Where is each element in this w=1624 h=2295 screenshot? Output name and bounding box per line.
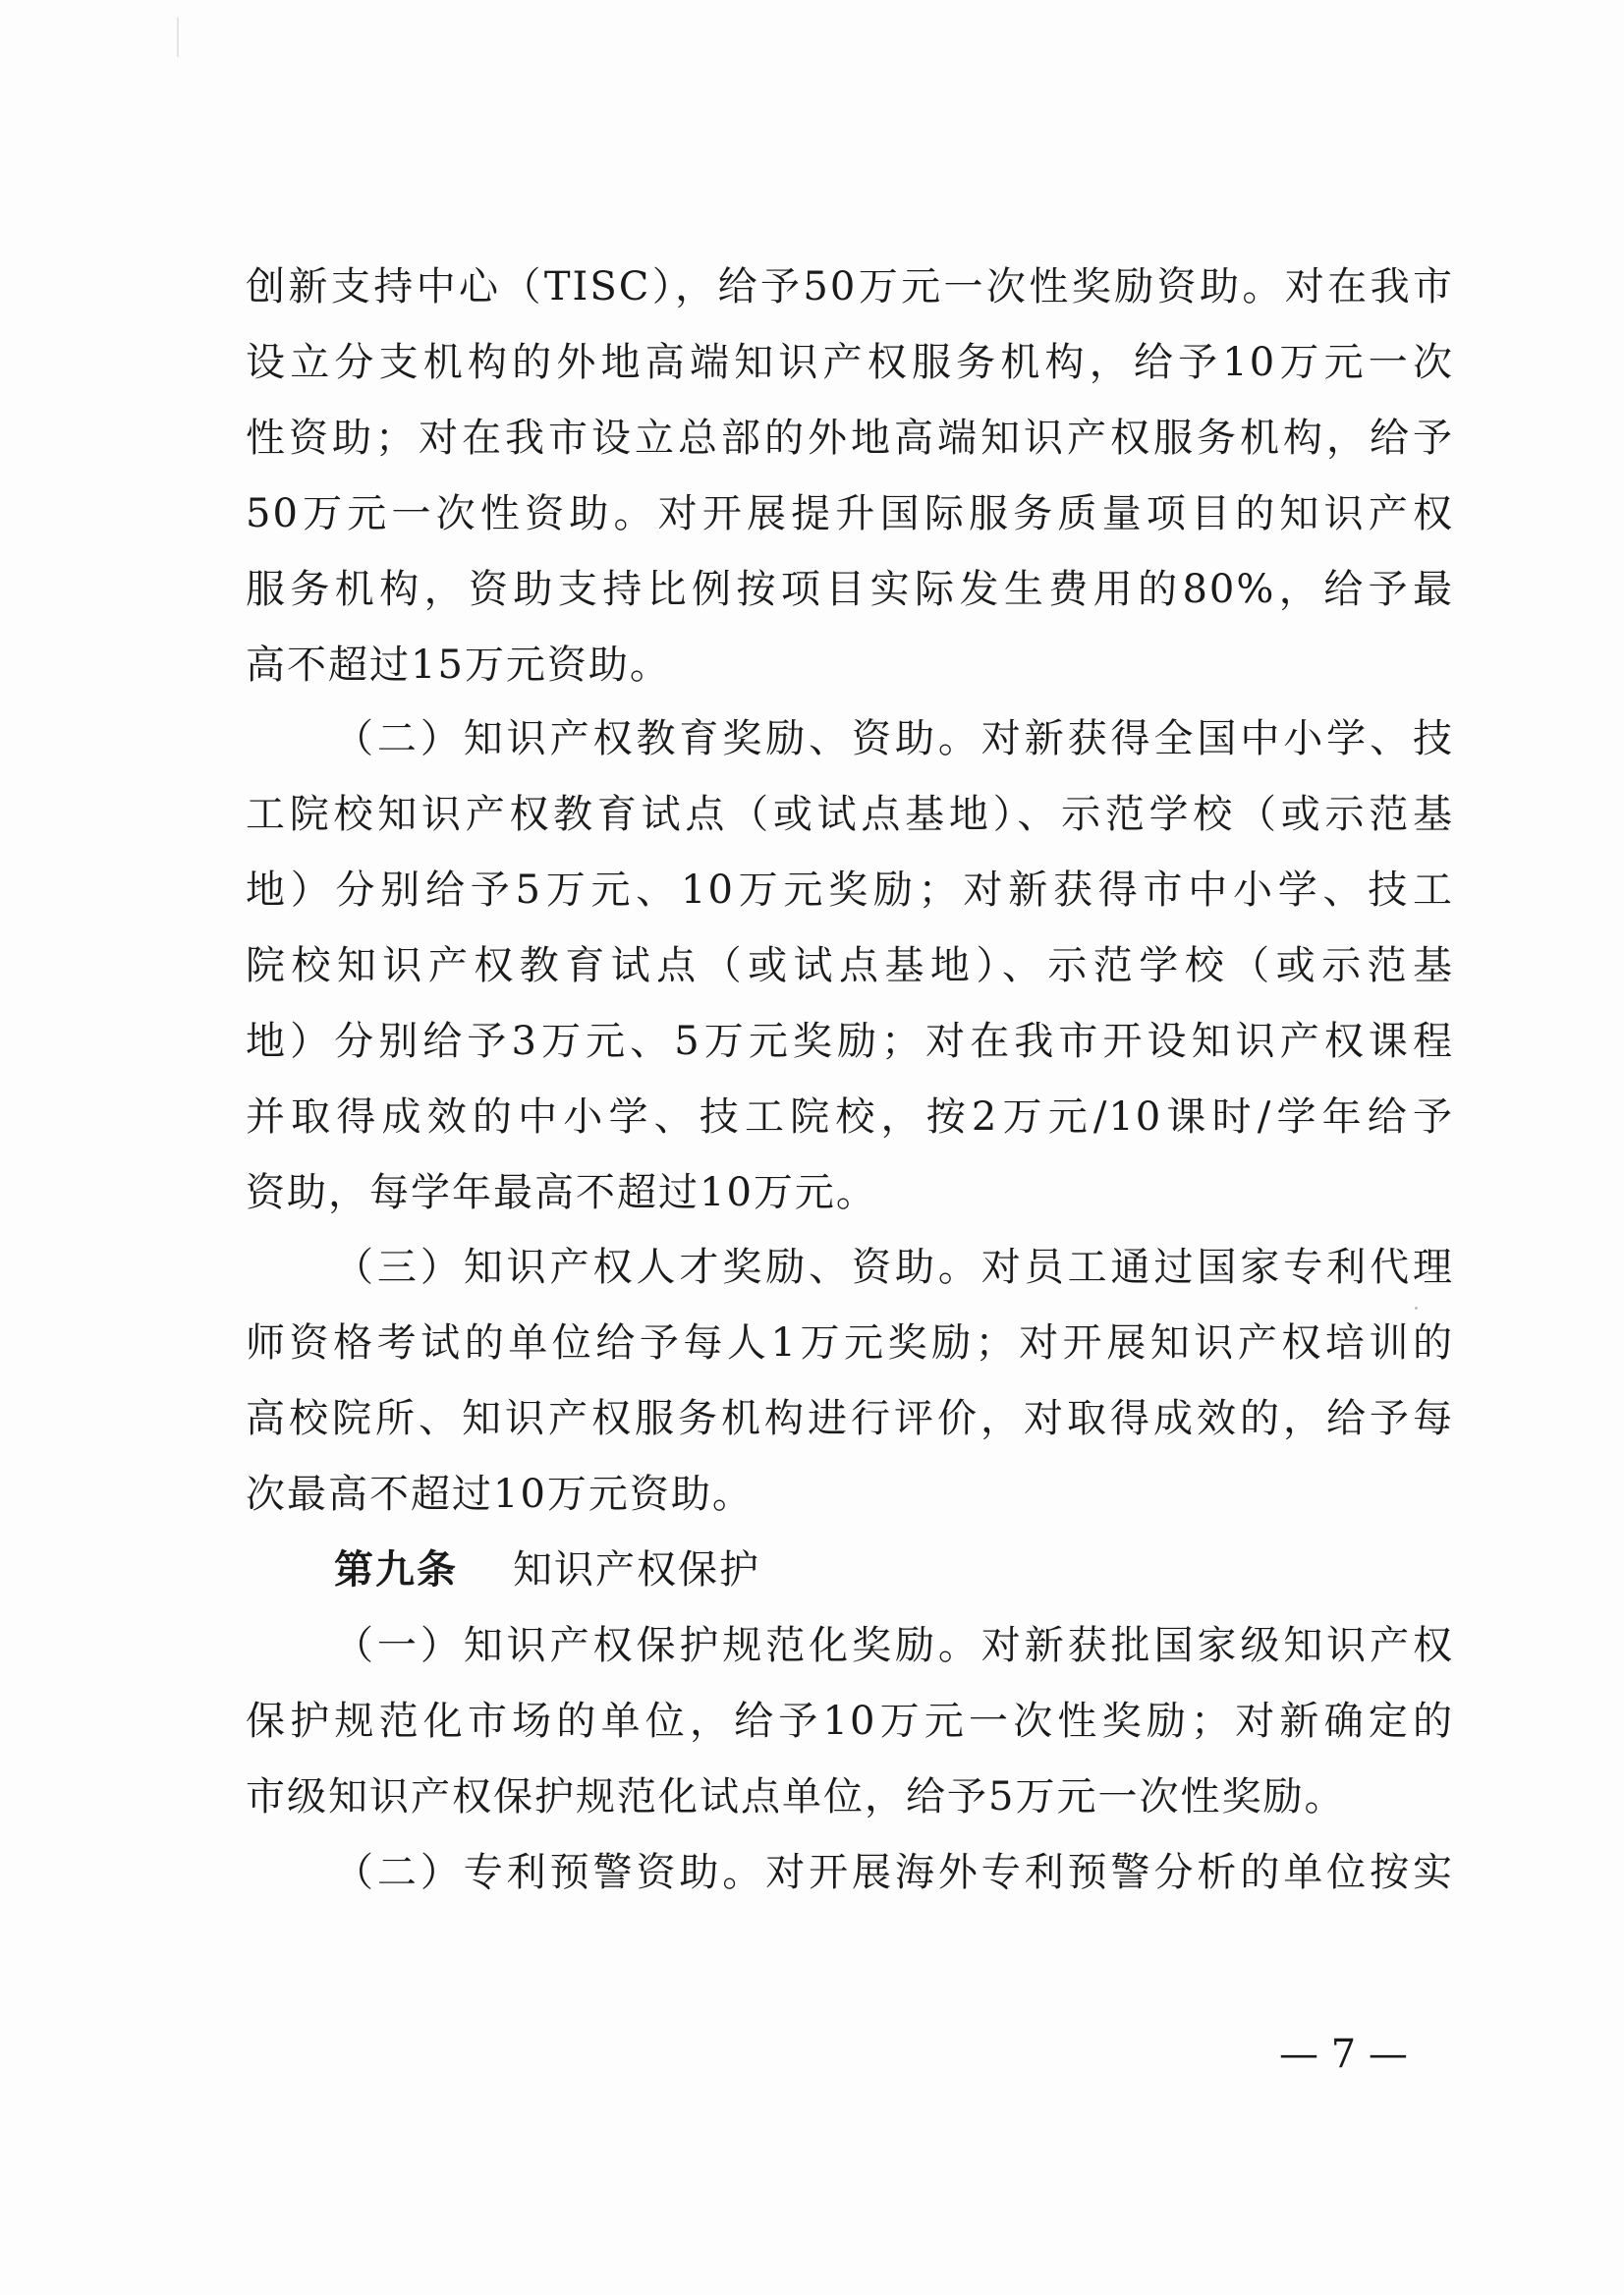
text-line-8: 工院校知识产权教育试点（或试点基地）、示范学校（或示范基 (246, 792, 1454, 837)
article-number: 第九条 (334, 1547, 458, 1593)
text-line-4: 50万元一次性资助。对开展提升国际服务质量项目的知识产权 (246, 491, 1454, 536)
scan-edge-mark (177, 18, 179, 57)
paragraph-6-first-line: （二）专利预警资助。对开展海外专利预警分析的单位按实 (334, 1850, 1454, 1895)
scan-speck (1415, 1307, 1418, 1310)
text-line-15: 师资格考试的单位给予每人1万元奖励；对开展知识产权培训的 (246, 1320, 1454, 1366)
page-number: — 7 — (1279, 2032, 1408, 2077)
text-line-19: 保护规范化市场的单位，给予10万元一次性奖励；对新确定的 (246, 1699, 1454, 1744)
text-line-2: 设立分支机构的外地高端知识产权服务机构，给予10万元一次 (246, 340, 1454, 385)
paragraph-2-first-line: （二）知识产权教育奖励、资助。对新获得全国中小学、技 (334, 716, 1454, 761)
article-heading (334, 1544, 760, 1595)
text-line-13: 资助，每学年最高不超过10万元。 (246, 1170, 877, 1215)
text-line-9: 地）分别给予5万元、10万元奖励；对新获得市中小学、技工 (246, 868, 1454, 913)
text-line-5: 服务机构，资助支持比例按项目实际发生费用的80%，给予最 (246, 567, 1454, 612)
article-title: 知识产权保护 (513, 1547, 760, 1593)
text-line-16: 高校院所、知识产权服务机构进行评价，对取得成效的，给予每 (246, 1396, 1454, 1441)
text-line-3: 性资助；对在我市设立总部的外地高端知识产权服务机构，给予 (246, 416, 1454, 461)
paragraph-3-first-line: （三）知识产权人才奖励、资助。对员工通过国家专利代理 (334, 1245, 1454, 1290)
text-line-11: 地）分别给予3万元、5万元奖励；对在我市开设知识产权课程 (246, 1019, 1454, 1064)
text-line-10: 院校知识产权教育试点（或试点基地）、示范学校（或示范基 (246, 943, 1454, 988)
text-line-6: 高不超过15万元资助。 (246, 643, 671, 688)
text-line-12: 并取得成效的中小学、技工院校，按2万元/10课时/学年给予 (246, 1094, 1454, 1140)
paragraph-5-first-line: （一）知识产权保护规范化奖励。对新获批国家级知识产权 (334, 1623, 1454, 1668)
text-line-17: 次最高不超过10万元资助。 (246, 1472, 754, 1517)
text-line-20: 市级知识产权保护规范化试点单位，给予5万元一次性奖励。 (246, 1774, 1346, 1819)
text-line-1: 创新支持中心（TISC），给予50万元一次性奖励资助。对在我市 (246, 264, 1454, 309)
